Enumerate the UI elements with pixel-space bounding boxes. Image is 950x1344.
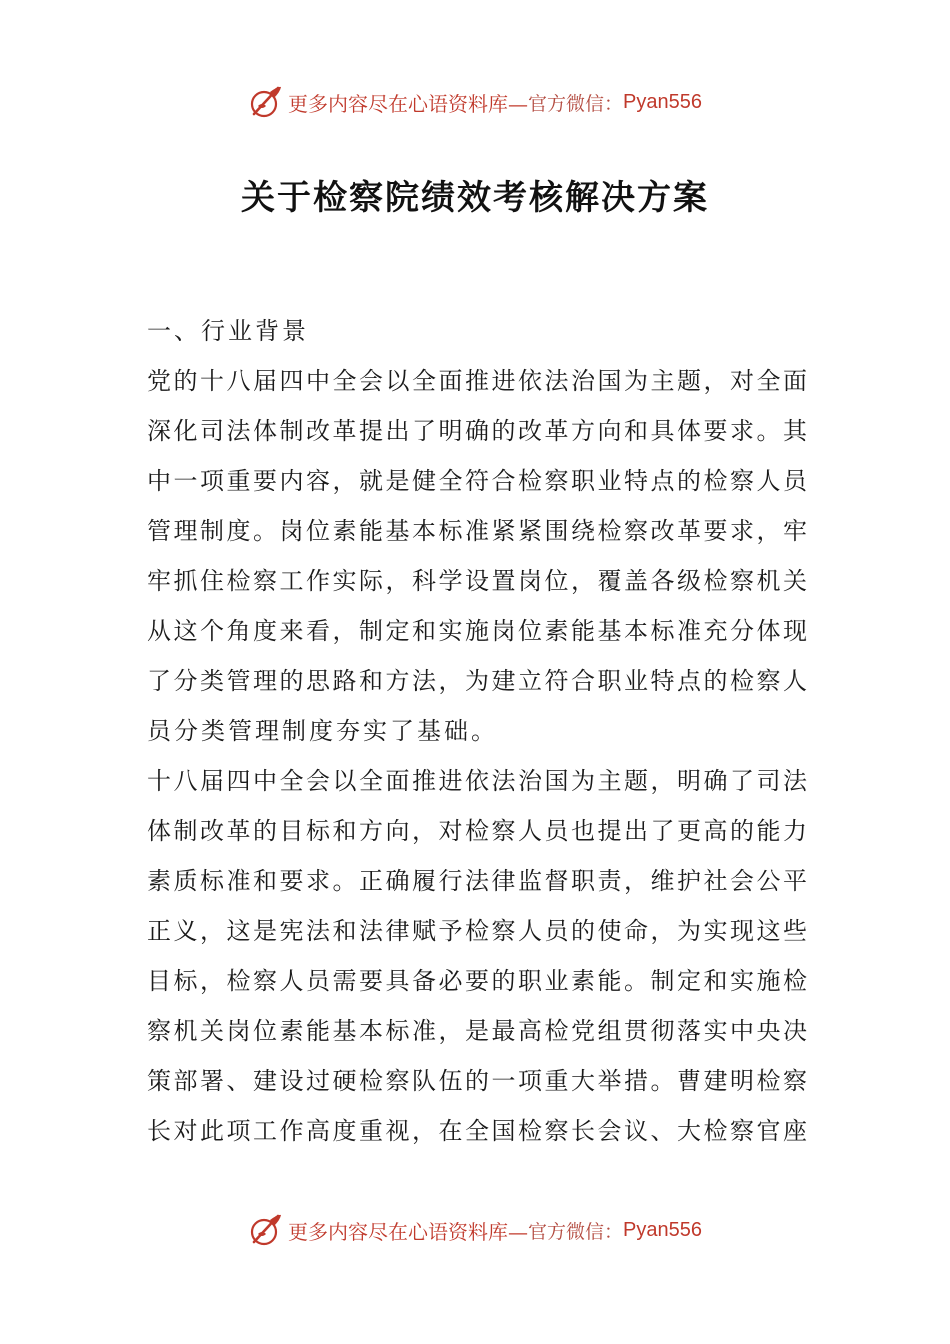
text-line: 目标，检察人员需要具备必要的职业素能。制定和实施检 [147, 967, 807, 995]
text-line: 中一项重要内容，就是健全符合检察职业特点的检察人员 [147, 467, 807, 495]
text-line: 管理制度。岗位素能基本标准紧紧围绕检察改革要求，牢 [147, 517, 807, 545]
header-watermark-banner [0, 82, 950, 122]
document-body [147, 306, 807, 1156]
text-line: 十八届四中全会以全面推进依法治国为主题，明确了司法 [147, 767, 807, 795]
text-line: 察机关岗位素能基本标准，是最高检党组贯彻落实中央决 [147, 1017, 807, 1045]
text-line: 深化司法体制改革提出了明确的改革方向和具体要求。其 [147, 417, 807, 445]
text-line: 了分类管理的思路和方法，为建立符合职业特点的检察人 [147, 667, 807, 695]
text-line: 牢抓住检察工作实际，科学设置岗位，覆盖各级检察机关 [147, 567, 807, 595]
text-line: 从这个角度来看，制定和实施岗位素能基本标准充分体现 [147, 617, 807, 645]
wechat-label: 官方微信： [528, 1220, 624, 1243]
section-heading: 一、行业背景 [147, 317, 309, 345]
text-line: 党的十八届四中全会以全面推进依法治国为主题，对全面 [147, 367, 807, 395]
text-line: 素质标准和要求。正确履行法律监督职责，维护社会公平 [147, 867, 807, 895]
paragraph-1 [147, 356, 807, 756]
promo-text: 更多内容尽在心语资料库— [288, 1219, 528, 1244]
text-line: 正义，这是宪法和法律赋予检察人员的使命，为实现这些 [147, 917, 807, 945]
text-line: 体制改革的目标和方向，对检察人员也提出了更高的能力 [147, 817, 807, 845]
wechat-label: 官方微信： [528, 92, 624, 115]
promo-text: 更多内容尽在心语资料库— [288, 91, 528, 116]
quill-pen-logo-icon [248, 84, 284, 120]
document-title: 关于检察院绩效考核解决方案 [241, 178, 709, 218]
quill-pen-logo-icon [248, 1212, 284, 1248]
wechat-id: Pyan556 [623, 1218, 702, 1241]
text-line: 长对此项工作高度重视，在全国检察长会议、大检察官座 [147, 1117, 807, 1145]
text-line: 员分类管理制度夯实了基础。 [147, 717, 498, 745]
wechat-id: Pyan556 [623, 90, 702, 113]
footer-watermark-banner [0, 1210, 950, 1250]
text-line: 策部署、建设过硬检察队伍的一项重大举措。曹建明检察 [147, 1067, 807, 1095]
paragraph-2 [147, 756, 807, 1156]
